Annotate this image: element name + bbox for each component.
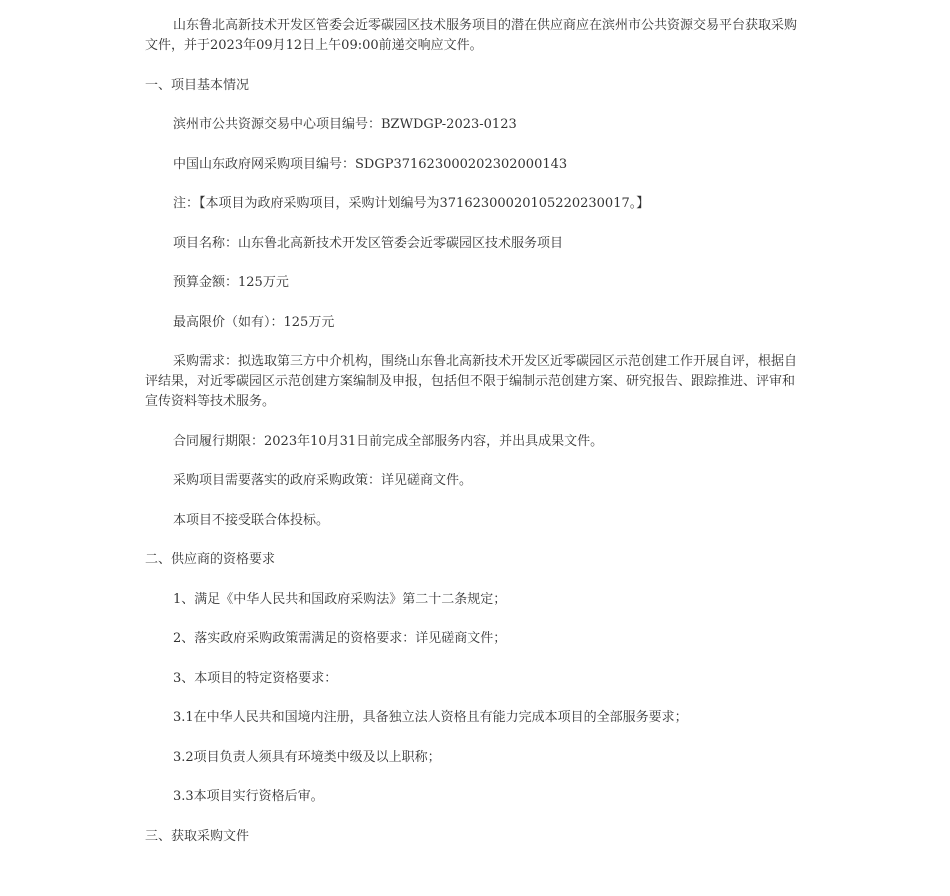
project-number-shandong: 中国山东政府网采购项目编号：SDGP371623000202302000143 [173,156,568,172]
qualification-item-2: 2、落实政府采购政策需满足的资格要求：详见磋商文件； [173,631,507,646]
procurement-requirements: 采购需求：拟选取第三方中介机构，围绕山东鲁北高新技术开发区近零碳园区示范创建工作开展自评，根据自评结果，对近零碳园区示范创建方案编制及申报，包括但不限于编制示范创建方案、研究报告、跟踪推进、评审和宣传资料等技术服务。 [145,354,798,409]
section-heading-basic-info: 一、项目基本情况 [145,77,250,93]
max-price: 最高限价（如有）：125万元 [173,314,335,330]
section-heading-qualifications: 二、供应商的资格要求 [145,552,276,567]
contract-period: 合同履行期限：2023年10月31日前完成全部服务内容，并出具成果文件。 [173,433,604,449]
qualification-item-3-3: 3.3本项目实行资格后审。 [173,789,324,804]
section-heading-obtain-documents: 三、获取采购文件 [145,828,250,844]
procurement-note: 注：【本项目为政府采购项目，采购计划编号为37162300020105220230017。】 [173,196,650,211]
project-number-binzhou: 滨州市公共资源交易中心项目编号：BZWDGP-2023-0123 [173,117,517,132]
qualification-item-1: 1、满足《中华人民共和国政府采购法》第二十二条规定； [173,591,507,607]
qualification-item-3-2: 3.2项目负责人须具有环境类中级及以上职称； [173,749,441,765]
budget-amount: 预算金额：125万元 [173,275,289,290]
qualification-item-3: 3、本项目的特定资格要求： [173,670,338,686]
procurement-policy: 采购项目需要落实的政府采购政策：详见磋商文件。 [173,473,473,488]
intro-paragraph: 山东鲁北高新技术开发区管委会近零碳园区技术服务项目的潜在供应商应在滨州市公共资源交易平台获取采购文件，并于2023年09月12日上午09:00前递交响应文件。 [145,18,798,53]
qualification-item-3-1: 3.1在中华人民共和国境内注册，具备独立法人资格且有能力完成本项目的全部服务要求； [173,710,688,725]
project-name: 项目名称：山东鲁北高新技术开发区管委会近零碳园区技术服务项目 [173,235,564,251]
document-body [145,0,807,847]
no-consortium-notice: 本项目不接受联合体投标。 [173,512,330,528]
